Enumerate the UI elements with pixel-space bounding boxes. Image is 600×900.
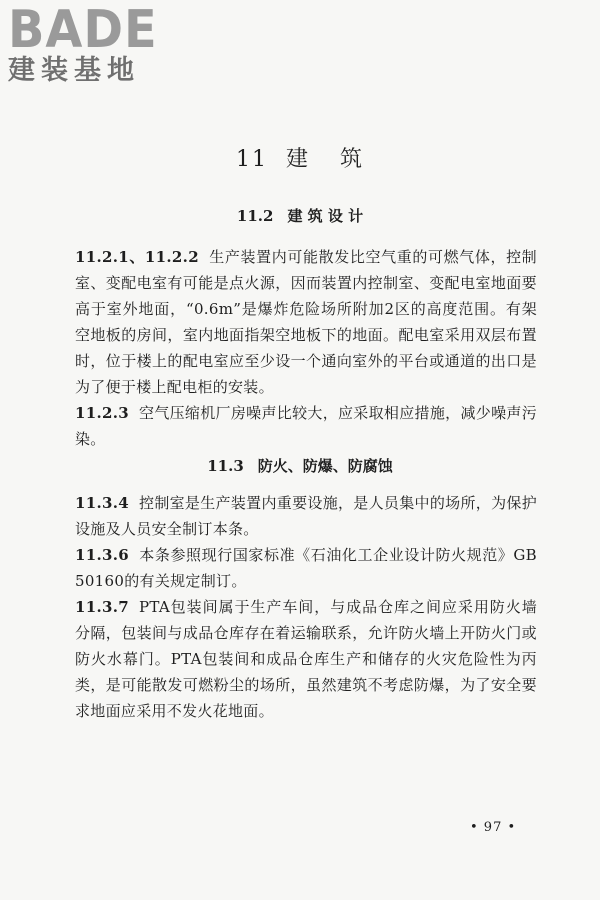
section-title: 防火、防爆、防腐蚀 [257,457,393,475]
clause-text: 控制室是生产装置内重要设施，是人员集中的场所，为保护设施及人员安全制订本条。 [75,494,537,538]
clause-number: 11.2.1、11.2.2 [75,248,199,266]
section-number: 11.2 [236,207,274,225]
logo-mark: BADE [8,0,158,60]
clause-text: 生产装置内可能散发比空气重的可燃气体，控制室、变配电室有可能是点火源，因而装置内控制室、变配电室地面要高于室外地面，“0.6m”是爆炸危险场所附加2区的高度范围。有架空地板的房间，室内地面指架空地板下的地面。配电室采用双层布置时，位于楼上的配电室应至少设一个通向室外的平台或通道的出口是为了便于楼上配电柜的安装。 [75,248,537,396]
section-body-11-3 [75,490,537,724]
clause-number: 11.3.4 [75,494,129,512]
page-number: • 97 • [470,820,517,835]
chapter-heading [0,146,600,174]
chapter-title-char-2: 筑 [340,147,365,172]
logo [8,0,180,86]
clause-number: 11.3.6 [75,546,129,564]
clause-11-2-1 [75,244,537,400]
section-heading-11-3 [0,456,600,476]
section-title: 建 筑 设 计 [287,207,364,225]
clause-11-3-6 [75,542,537,594]
chapter-title-char-1: 建 [285,147,310,172]
clause-number: 11.3.7 [75,598,129,616]
clause-text: PTA包装间属于生产车间，与成品仓库之间应采用防火墙分隔，包装间与成品仓库存在着运输联系，允许防火墙上开防火门或防火水幕门。PTA包装间和成品仓库生产和储存的火灾危险性为丙类，是可能散发可燃粉尘的场所，虽然建筑不考虑防爆，为了安全要求地面应采用不发火花地面。 [75,598,537,720]
section-heading-11-2 [0,206,600,226]
clause-11-2-3 [75,400,537,452]
clause-text: 空气压缩机厂房噪声比较大，应采取相应措施，减少噪声污染。 [75,404,537,448]
clause-11-3-4 [75,490,537,542]
clause-number: 11.2.3 [75,404,129,422]
clause-11-3-7 [75,594,537,724]
section-body-11-2 [75,244,537,452]
clause-text: 本条参照现行国家标准《石油化工企业设计防火规范》GB 50160的有关规定制订。 [75,546,537,590]
section-number: 11.3 [207,457,244,475]
chapter-number: 11 [235,147,268,172]
logo-subtitle: 建装基地 [8,55,140,86]
